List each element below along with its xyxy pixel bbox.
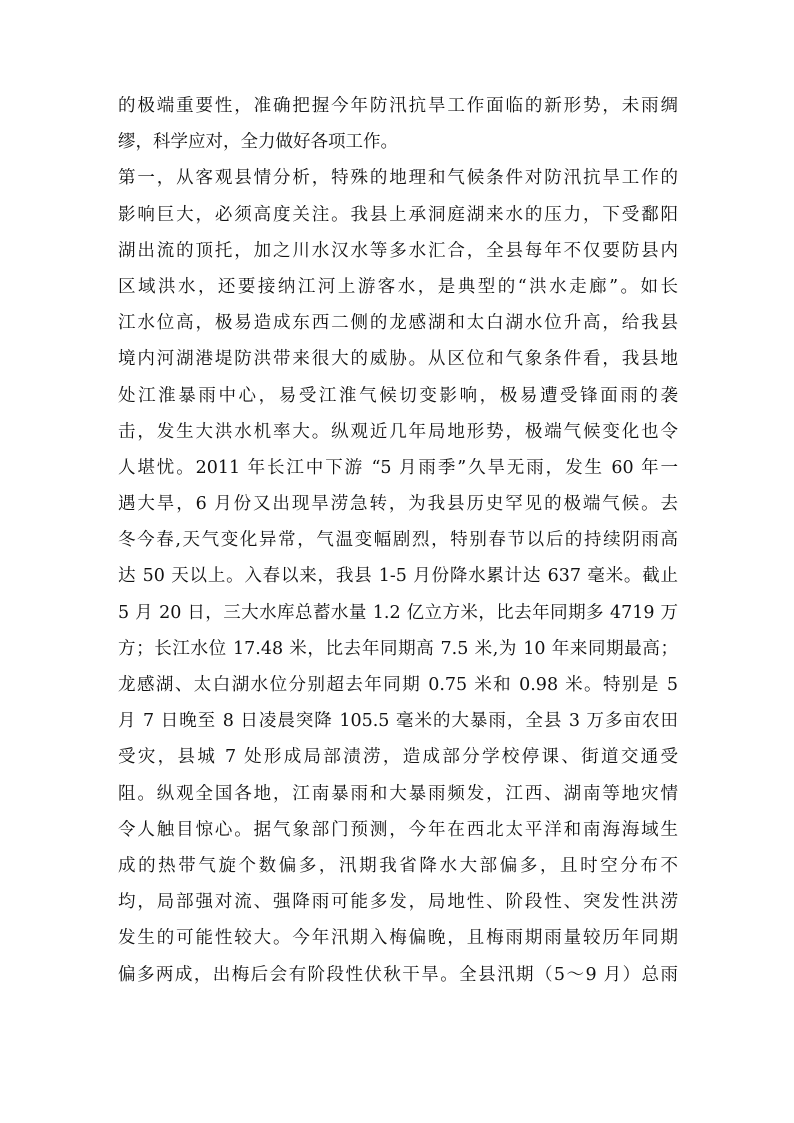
- text-line: 湖出流的顶托，加之川水汉水等多水汇合，全县每年不仅要防县内: [118, 240, 678, 261]
- text-line: 的极端重要性，准确把握今年防汛抗旱工作面临的新形势，未雨绸: [118, 96, 678, 116]
- text-line: 均，局部强对流、强降雨可能多发，局地性、阶段性、突发性洪涝: [118, 892, 678, 913]
- text-line: 受灾，县城 7 处形成局部渍涝，造成部分学校停课、街道交通受: [118, 747, 678, 768]
- text-line: 成的热带气旋个数偏多，汛期我省降水大部偏多，且时空分布不: [118, 855, 678, 876]
- text-line: 第一，从客观县情分析，特殊的地理和气候条件对防汛抗旱工作的: [118, 168, 678, 189]
- text-line: 达 50 天以上。入春以来，我县 1-5 月份降水累计达 637 毫米。截止: [118, 566, 678, 587]
- text-line: 江水位高，极易造成东西二侧的龙感湖和太白湖水位升高，给我县: [118, 313, 678, 334]
- text-line: 影响巨大，必须高度关注。我县上承洞庭湖来水的压力，下受鄱阳: [118, 204, 678, 225]
- text-line: 区域洪水，还要接纳江河上游客水，是典型的“洪水走廊”。如长: [118, 276, 678, 297]
- text-line: 缪，科学应对，全力做好各项工作。: [118, 132, 398, 153]
- text-line: 龙感湖、太白湖水位分别超去年同期 0.75 米和 0.98 米。特别是 5: [118, 675, 678, 695]
- text-line: 冬今春,天气变化异常，气温变幅剧烈，特别春节以后的持续阴雨高: [118, 530, 678, 551]
- text-line: 人堪忧。2011 年长江中下游 “5 月雨季”久旱无雨，发生 60 年一: [118, 457, 678, 478]
- text-line: 月 7 日晚至 8 日凌晨突降 105.5 毫米的大暴雨，全县 3 万多亩农田: [118, 711, 678, 732]
- text-line: 令人触目惊心。据气象部门预测，今年在西北太平洋和南海海域生: [118, 819, 678, 840]
- text-line: 处江淮暴雨中心，易受江淮气候切变影响，极易遭受锋面雨的袭: [118, 385, 678, 406]
- text-line: 境内河湖港堤防洪带来很大的威胁。从区位和气象条件看，我县地: [118, 349, 678, 370]
- text-line: 遇大旱，6 月份又出现旱涝急转，为我县历史罕见的极端气候。去: [118, 494, 678, 515]
- text-line: 5 月 20 日，三大水库总蓄水量 1.2 亿立方米，比去年同期多 4719 万: [118, 602, 678, 623]
- text-line: 发生的可能性较大。今年汛期入梅偏晚，且梅雨期雨量较历年同期: [118, 928, 678, 949]
- body-text: [118, 88, 678, 993]
- text-line: 方；长江水位 17.48 米，比去年同期高 7.5 米,为 10 年来同期最高；: [118, 638, 678, 659]
- text-line: 偏多两成，出梅后会有阶段性伏秋干旱。全县汛期（5～9 月）总雨: [118, 964, 678, 985]
- text-line: 阻。纵观全国各地，江南暴雨和大暴雨频发，江西、湖南等地灾情: [118, 783, 678, 804]
- text-line: 击，发生大洪水机率大。纵观近几年局地形势，极端气候变化也令: [118, 421, 678, 442]
